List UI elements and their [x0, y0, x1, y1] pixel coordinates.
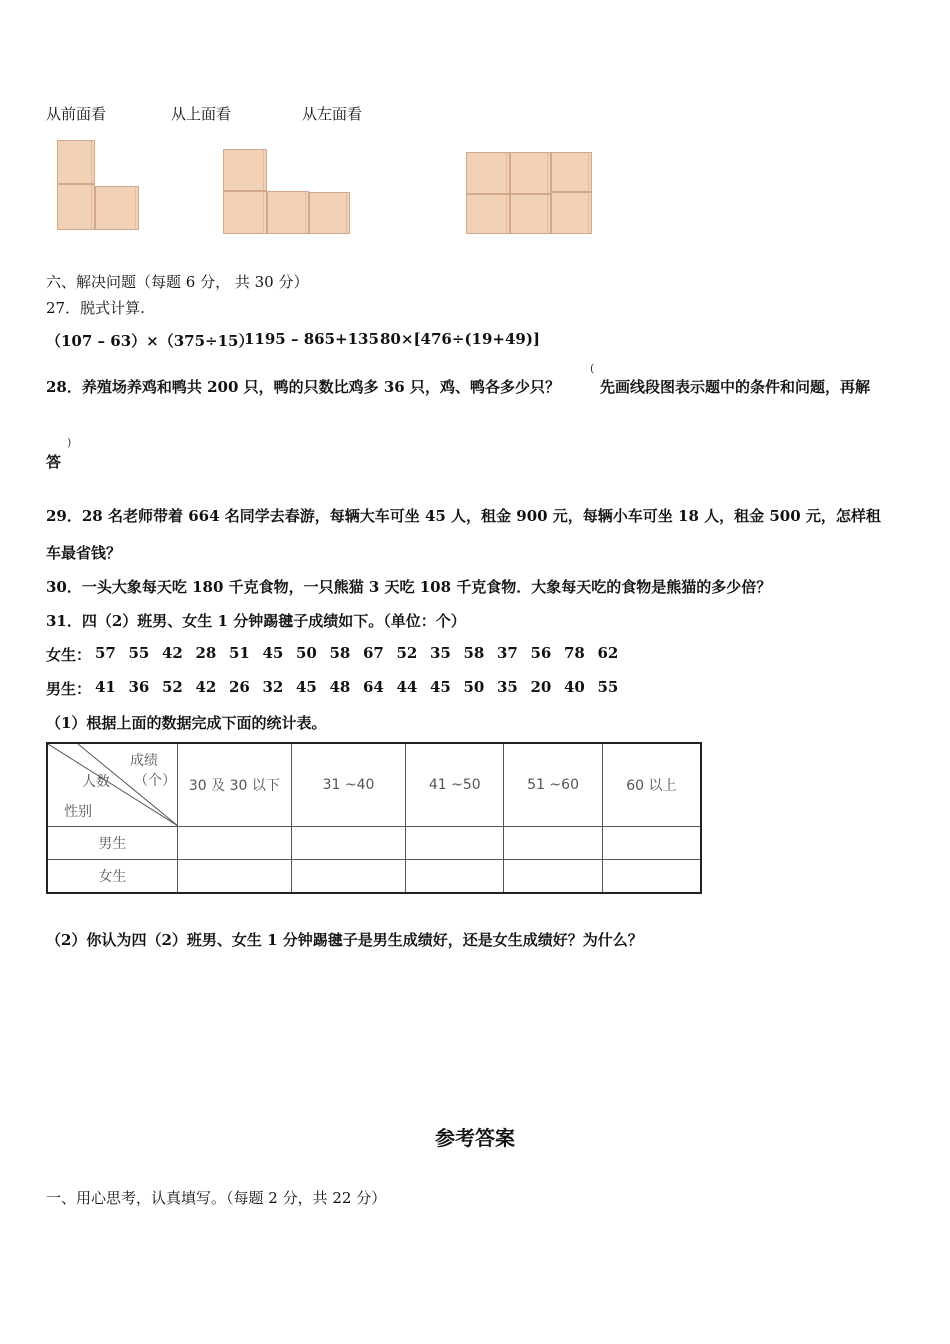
score-value: 48 [329, 678, 351, 696]
cube-square [267, 191, 309, 234]
question-28-text: 28．养殖场养鸡和鸭共 200 只，鸭的只数比鸡多 36 只，鸡、鸭各多少只？ [46, 378, 560, 396]
score-value: 55 [597, 678, 619, 696]
table-header: 60 以上 [602, 743, 701, 827]
cube-square [551, 152, 592, 192]
close-paren: ) [67, 436, 72, 449]
score-value: 36 [128, 678, 150, 696]
score-value: 35 [497, 678, 518, 696]
table-cell[interactable] [602, 860, 701, 893]
cube-square [551, 192, 592, 234]
score-value: 35 [430, 644, 451, 662]
score-value: 62 [597, 644, 619, 662]
score-value: 67 [363, 644, 384, 662]
cube-square [466, 194, 510, 234]
boys-label: 男生： [46, 680, 92, 698]
table-header: 31 ~40 [291, 743, 405, 827]
table-header: 30 及 30 以下 [177, 743, 291, 827]
top-view-label: 从上面看 [171, 105, 232, 123]
cube-square [309, 192, 350, 234]
table-row-label: 男生 [47, 827, 177, 860]
cube-square [510, 194, 551, 234]
question-28-hint: 先画线段图表示题中的条件和问题，再解 [600, 378, 871, 396]
open-paren: ( [590, 362, 595, 375]
front-view-label: 从前面看 [46, 105, 107, 123]
score-value: 45 [296, 678, 317, 696]
table-cell[interactable] [406, 860, 504, 893]
table-cell[interactable] [291, 827, 405, 860]
cube-square [466, 152, 510, 194]
part2-text: （2）你认为四（2）班男、女生 1 分钟踢毽子是男生成绩好，还是女生成绩好？为什么？ [46, 931, 643, 949]
corner-gender-label: 性别 [64, 804, 92, 820]
score-value: 52 [396, 644, 418, 662]
score-value: 50 [296, 644, 317, 662]
score-value: 20 [530, 678, 552, 696]
expression-2: 1195 – 865+135 [244, 330, 379, 348]
table-cell[interactable] [177, 860, 291, 893]
cube-square [223, 149, 267, 191]
score-value: 26 [229, 678, 250, 696]
score-value: 51 [229, 644, 250, 662]
score-value: 28 [195, 644, 217, 662]
question-31-title: 31．四（2）班男、女生 1 分钟踢毽子成绩如下。（单位：个） [46, 612, 466, 630]
score-value: 52 [162, 678, 183, 696]
statistics-table [46, 742, 702, 894]
table-corner-cell [47, 743, 177, 827]
score-value: 55 [128, 644, 150, 662]
question-28-hint-end: 答 [46, 453, 62, 471]
question-30-text: 30．一头大象每天吃 180 千克食物，一只熊猫 3 天吃 108 千克食物．大象每天吃的食物是熊猫的多少倍？ [46, 578, 772, 596]
table-cell[interactable] [602, 827, 701, 860]
answers-section-heading: 一、用心思考，认真填写。（每题 2 分，共 22 分） [46, 1189, 387, 1207]
corner-score-label: 成绩 [130, 753, 158, 769]
question-29-line1: 29．28 名老师带着 664 名同学去春游，每辆大车可坐 45 人，租金 900 元，每辆小车可坐 18 人，租金 500 元，怎样租 [46, 507, 881, 525]
section-heading: 六、解决问题（每题 6 分， 共 30 分） [46, 273, 309, 291]
question-27-title: 27．脱式计算. [46, 299, 145, 317]
answers-title: 参考答案 [435, 1126, 515, 1150]
table-cell[interactable] [291, 860, 405, 893]
cube-square [57, 140, 95, 184]
corner-people-label: 人数 [82, 774, 110, 790]
table-cell[interactable] [177, 827, 291, 860]
corner-unit-label: （个） [134, 773, 176, 789]
score-value: 57 [95, 644, 116, 662]
score-value: 50 [463, 678, 485, 696]
question-29-line2: 车最省钱？ [46, 544, 122, 562]
cube-square [95, 186, 139, 230]
cube-square [223, 191, 267, 234]
score-value: 45 [262, 644, 284, 662]
score-value: 64 [363, 678, 384, 696]
score-value: 42 [195, 678, 217, 696]
score-value: 44 [396, 678, 418, 696]
left-view-label: 从左面看 [302, 105, 363, 123]
score-value: 41 [95, 678, 116, 696]
table-cell[interactable] [406, 827, 504, 860]
expression-3: 80×[476÷(19+49)] [380, 330, 541, 348]
table-row-label: 女生 [47, 860, 177, 893]
part1-text: （1）根据上面的数据完成下面的统计表。 [46, 714, 327, 732]
score-value: 56 [530, 644, 552, 662]
score-value: 45 [430, 678, 451, 696]
table-header: 41 ~50 [406, 743, 504, 827]
table-cell[interactable] [504, 827, 602, 860]
score-value: 37 [497, 644, 518, 662]
score-value: 42 [162, 644, 183, 662]
score-value: 58 [463, 644, 485, 662]
score-value: 32 [262, 678, 284, 696]
score-value: 40 [564, 678, 585, 696]
table-header: 51 ~60 [504, 743, 602, 827]
cube-square [510, 152, 551, 194]
score-value: 58 [329, 644, 351, 662]
table-cell[interactable] [504, 860, 602, 893]
girls-label: 女生： [46, 646, 92, 664]
expression-1: （107 – 63）×（375÷15） [46, 332, 254, 350]
cube-square [57, 184, 95, 230]
score-value: 78 [564, 644, 585, 662]
